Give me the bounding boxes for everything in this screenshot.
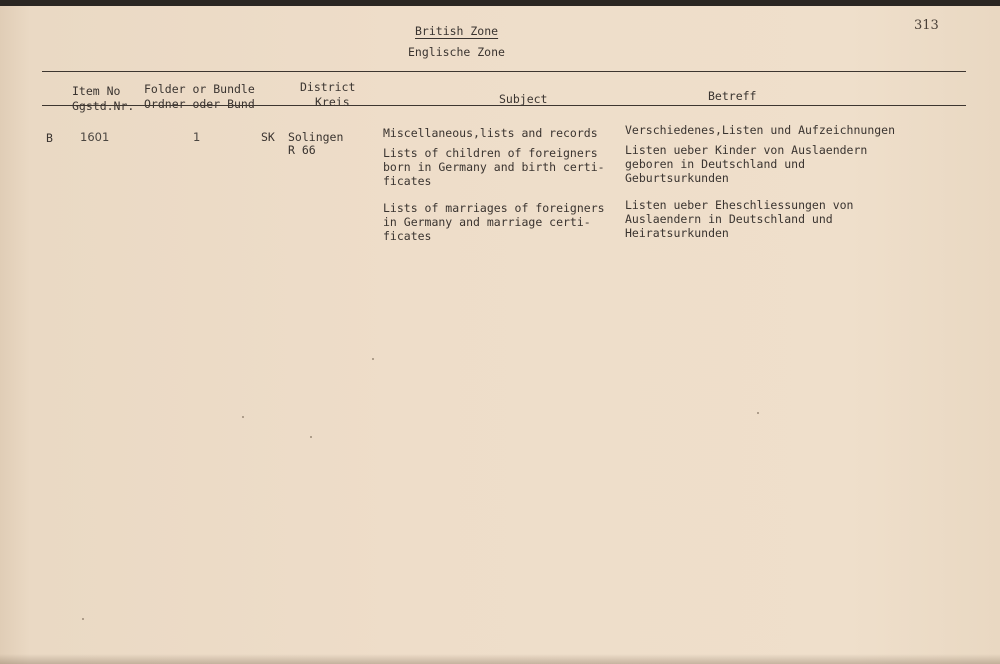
paper-speck bbox=[82, 618, 84, 620]
paper-speck bbox=[757, 412, 759, 414]
subject-line: ficates bbox=[383, 229, 432, 243]
col-district-de: Kreis bbox=[315, 95, 350, 109]
betreff-line: Listen ueber Eheschliessungen von bbox=[625, 198, 854, 212]
betreff-line: Geburtsurkunden bbox=[625, 171, 729, 185]
row-district-ref: R 66 bbox=[288, 143, 316, 157]
document-page bbox=[0, 6, 1000, 664]
paper-speck bbox=[242, 416, 244, 418]
col-betreff: Betreff bbox=[708, 89, 757, 103]
betreff-entry-2 bbox=[625, 143, 867, 185]
subject-entry-2 bbox=[383, 146, 605, 188]
betreff-line: Heiratsurkunden bbox=[625, 226, 729, 240]
row-folder-number: 1 bbox=[193, 130, 201, 144]
subject-line: ficates bbox=[383, 174, 432, 188]
paper-speck bbox=[310, 436, 312, 438]
header-top-rule bbox=[42, 71, 966, 72]
betreff-entry-1 bbox=[625, 123, 895, 137]
betreff-entry-3 bbox=[625, 198, 853, 240]
subject-line: Miscellaneous,lists and records bbox=[383, 126, 598, 140]
betreff-line: Verschiedenes,Listen und Aufzeichnungen bbox=[625, 123, 896, 137]
header-bottom-rule bbox=[42, 105, 966, 106]
subject-line: in Germany and marriage certi- bbox=[383, 215, 591, 229]
zone-title-german: Englische Zone bbox=[408, 45, 505, 59]
page-number: 313 bbox=[914, 18, 939, 33]
betreff-line: Listen ueber Kinder von Auslaendern bbox=[625, 143, 868, 157]
col-folder-en: Folder or Bundle bbox=[144, 82, 255, 96]
subject-entry-1 bbox=[383, 126, 598, 140]
subject-line: Lists of marriages of foreigners bbox=[383, 201, 605, 215]
paper-speck bbox=[372, 358, 374, 360]
col-item-no-en: Item No bbox=[72, 84, 121, 98]
subject-entry-3 bbox=[383, 201, 605, 243]
zone-title-english: British Zone bbox=[415, 24, 499, 38]
col-district-en: District bbox=[300, 80, 356, 94]
row-district-name: Solingen bbox=[288, 130, 344, 144]
betreff-line: geboren in Deutschland und bbox=[625, 157, 806, 171]
row-item-number: 1601 bbox=[80, 130, 110, 144]
betreff-line: Auslaendern in Deutschland und bbox=[625, 212, 833, 226]
subject-line: Lists of children of foreigners bbox=[383, 146, 598, 160]
row-district-code: SK bbox=[261, 130, 275, 144]
row-zone-letter: B bbox=[46, 131, 53, 145]
col-item-no-de: Ggstd.Nr. bbox=[72, 99, 135, 113]
subject-line: born in Germany and birth certi- bbox=[383, 160, 605, 174]
col-folder-de: Ordner oder Bund bbox=[144, 97, 255, 111]
col-subject: Subject bbox=[499, 92, 548, 106]
